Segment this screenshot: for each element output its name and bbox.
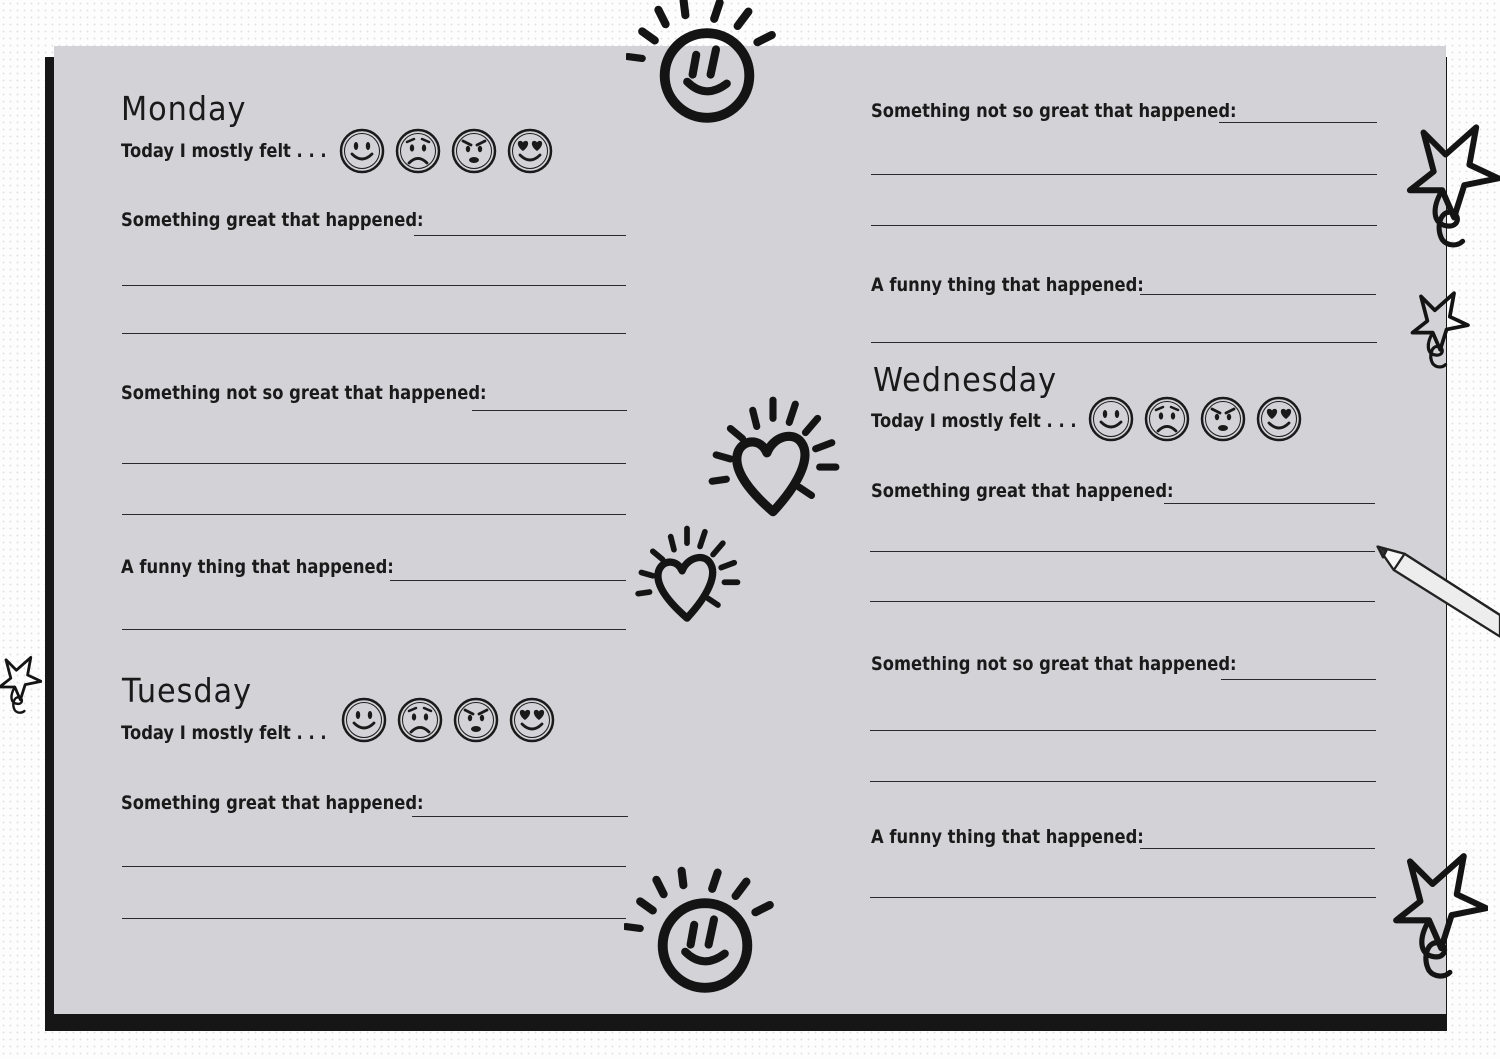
mood-prompt-monday: Today I mostly felt . . .	[121, 140, 327, 162]
day-title-tuesday: Tuesday	[122, 671, 252, 710]
mood-selector-wednesday	[1087, 395, 1303, 443]
writing-line[interactable]	[1140, 294, 1376, 295]
star-doodle-icon	[1398, 108, 1500, 264]
day-title-monday: Monday	[121, 89, 247, 128]
mood-prompt-wednesday: Today I mostly felt . . .	[871, 410, 1077, 432]
sun-face-icon	[626, 0, 806, 126]
writing-line[interactable]	[390, 580, 626, 581]
happy-face-icon[interactable]	[340, 696, 388, 744]
writing-line[interactable]	[412, 816, 628, 817]
not-great-prompt-wednesday: Something not so great that happened:	[871, 653, 1237, 675]
sad-face-icon[interactable]	[396, 696, 444, 744]
writing-line[interactable]	[1164, 503, 1375, 504]
writing-line[interactable]	[122, 463, 626, 464]
sad-face-icon[interactable]	[1143, 395, 1191, 443]
writing-line[interactable]	[472, 410, 627, 411]
heart-eyes-face-icon[interactable]	[506, 127, 554, 175]
not-great-prompt-monday: Something not so great that happened:	[121, 382, 487, 404]
angry-face-icon[interactable]	[1199, 395, 1247, 443]
writing-line[interactable]	[414, 235, 626, 236]
great-prompt-tuesday: Something great that happened:	[121, 792, 424, 814]
writing-line[interactable]	[1140, 848, 1375, 849]
writing-line[interactable]	[870, 897, 1376, 898]
writing-line[interactable]	[122, 285, 626, 286]
not-great-prompt-tuesday: Something not so great that happened:	[871, 100, 1237, 122]
heart-eyes-face-icon[interactable]	[1255, 395, 1303, 443]
great-prompt-monday: Something great that happened:	[121, 209, 424, 231]
sun-face-icon	[624, 862, 804, 1002]
day-title-wednesday: Wednesday	[873, 360, 1058, 399]
pencil-icon	[1374, 542, 1500, 652]
heart-eyes-face-icon[interactable]	[508, 696, 556, 744]
writing-line[interactable]	[122, 918, 626, 919]
writing-line[interactable]	[122, 333, 626, 334]
writing-line[interactable]	[870, 730, 1376, 731]
funny-prompt-tuesday: A funny thing that happened:	[871, 274, 1144, 296]
writing-line[interactable]	[870, 781, 1376, 782]
writing-line[interactable]	[870, 601, 1375, 602]
funny-prompt-wednesday: A funny thing that happened:	[871, 826, 1144, 848]
great-prompt-wednesday: Something great that happened:	[871, 480, 1174, 502]
writing-line[interactable]	[122, 866, 626, 867]
angry-face-icon[interactable]	[450, 127, 498, 175]
mood-selector-monday	[338, 127, 554, 175]
writing-line[interactable]	[1221, 679, 1376, 680]
writing-line[interactable]	[122, 629, 626, 630]
sad-face-icon[interactable]	[394, 127, 442, 175]
writing-line[interactable]	[871, 174, 1377, 175]
mood-selector-tuesday	[340, 696, 556, 744]
writing-line[interactable]	[122, 514, 626, 515]
writing-line[interactable]	[1219, 122, 1377, 123]
funny-prompt-monday: A funny thing that happened:	[121, 556, 394, 578]
angry-face-icon[interactable]	[452, 696, 500, 744]
mood-prompt-tuesday: Today I mostly felt . . .	[121, 722, 327, 744]
writing-line[interactable]	[871, 342, 1377, 343]
writing-line[interactable]	[871, 225, 1377, 226]
happy-face-icon[interactable]	[1087, 395, 1135, 443]
happy-face-icon[interactable]	[338, 127, 386, 175]
writing-line[interactable]	[870, 551, 1375, 552]
star-doodle-icon	[1384, 836, 1488, 996]
star-doodle-icon	[0, 650, 42, 720]
heart-burst-icon	[702, 392, 844, 534]
star-doodle-icon	[1400, 290, 1474, 370]
heart-burst-icon	[630, 522, 744, 636]
